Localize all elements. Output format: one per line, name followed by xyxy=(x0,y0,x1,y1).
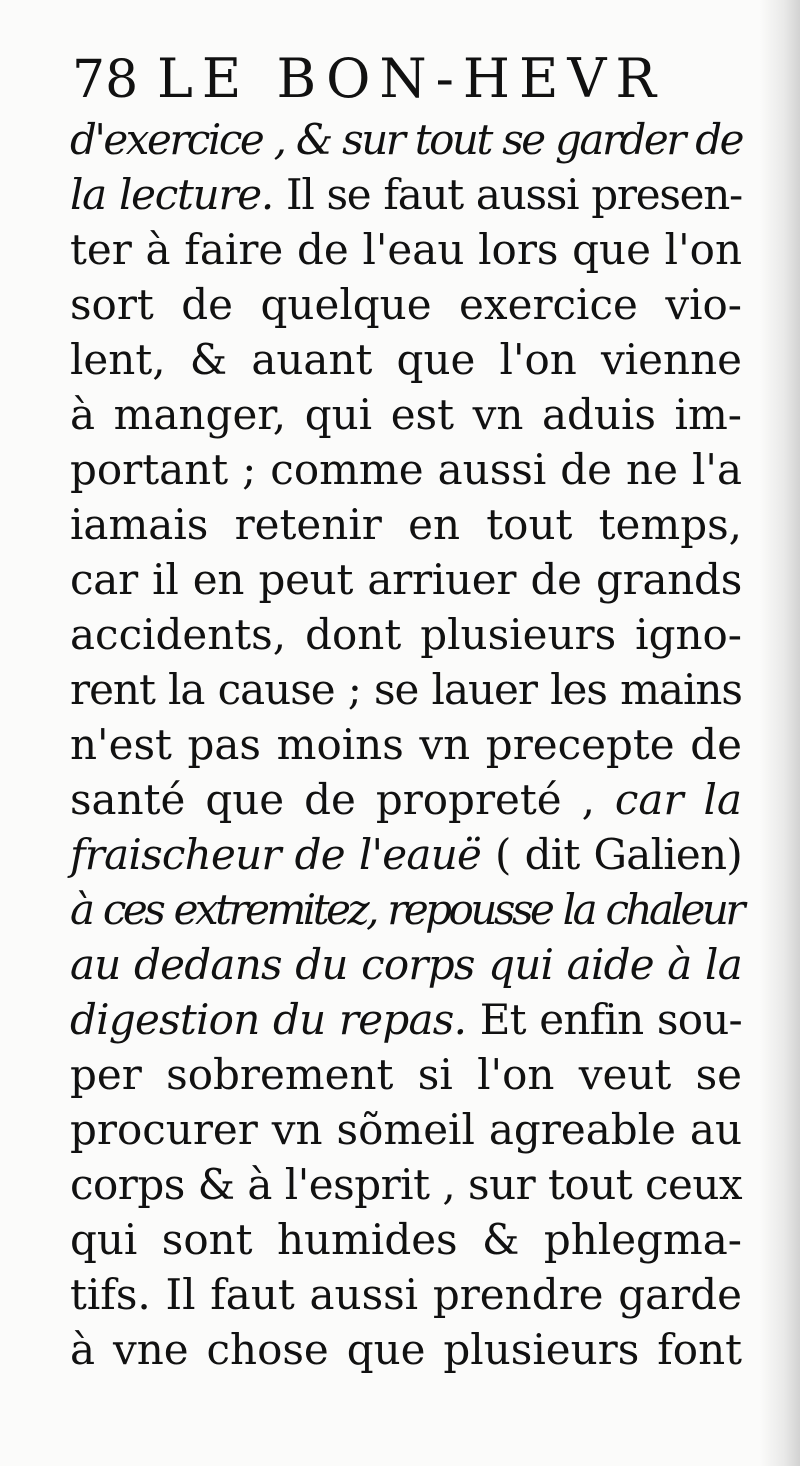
italic-segment: à ces extremitez, repousse la chaleur xyxy=(70,885,742,934)
body-text xyxy=(70,112,742,1377)
page-number: 78 xyxy=(72,50,139,110)
roman-segment: accidents, dont plusieurs igno- xyxy=(70,610,742,659)
text-line xyxy=(70,772,742,827)
roman-segment: lent, & auant que l'on vienne xyxy=(70,335,742,384)
roman-segment: corps & à l'esprit , sur tout ceux xyxy=(70,1160,743,1209)
page-header xyxy=(72,44,672,114)
text-line xyxy=(70,332,742,387)
roman-segment: iamais retenir en tout temps, xyxy=(70,500,742,549)
text-line xyxy=(70,607,742,662)
roman-segment: rent la cause ; se lauer les mains xyxy=(70,665,742,714)
text-line xyxy=(70,937,742,992)
italic-segment: d'exercice , & sur tout se garder de xyxy=(70,115,742,164)
text-line xyxy=(70,992,742,1047)
italic-segment: la lecture. xyxy=(70,170,273,219)
roman-segment: sort de quelque exercice vio- xyxy=(70,280,742,329)
roman-segment: car il en peut arriuer de grands xyxy=(70,555,742,604)
text-line xyxy=(70,112,742,167)
roman-segment: ter à faire de l'eau lors que l'on xyxy=(70,225,742,274)
text-line xyxy=(70,552,742,607)
text-line xyxy=(70,387,742,442)
text-line xyxy=(70,1157,742,1212)
roman-segment: Et enfin sou- xyxy=(466,995,742,1044)
text-line xyxy=(70,167,742,222)
text-line xyxy=(70,442,742,497)
roman-segment: per sobrement si l'on veut se xyxy=(70,1050,742,1099)
italic-segment: fraischeur de l'eauë xyxy=(70,830,482,879)
roman-segment: procurer vn sõmeil agreable au xyxy=(70,1105,742,1154)
running-head: LE BON-HEVR xyxy=(157,47,666,110)
text-line xyxy=(70,497,742,552)
text-line xyxy=(70,662,742,717)
text-line xyxy=(70,827,742,882)
roman-segment: tifs. Il faut aussi prendre garde xyxy=(70,1270,742,1319)
text-line xyxy=(70,882,742,937)
roman-segment: à manger, qui est vn aduis im- xyxy=(70,390,742,439)
text-line xyxy=(70,1047,742,1102)
italic-segment: au dedans du corps qui aide à la xyxy=(70,940,742,989)
text-line xyxy=(70,222,742,277)
roman-segment: ( dit Galien) xyxy=(481,830,742,879)
italic-segment: digestion du repas. xyxy=(70,995,467,1044)
roman-segment: à vne chose que plusieurs font xyxy=(70,1325,742,1374)
text-line xyxy=(70,1102,742,1157)
roman-segment: qui sont humides & phlegma- xyxy=(70,1215,742,1264)
roman-segment: n'est pas moins vn precepte de xyxy=(70,720,742,769)
text-line xyxy=(70,1212,742,1267)
text-line xyxy=(70,717,742,772)
roman-segment: portant ; comme aussi de ne l'a xyxy=(70,445,742,494)
text-line xyxy=(70,1322,742,1377)
text-line xyxy=(70,1267,742,1322)
text-line xyxy=(70,277,742,332)
roman-segment: Il se faut aussi presen- xyxy=(273,170,742,219)
page-gutter-shadow xyxy=(760,0,800,1466)
italic-segment: car la xyxy=(614,775,742,824)
roman-segment: santé que de propreté , xyxy=(70,775,615,824)
